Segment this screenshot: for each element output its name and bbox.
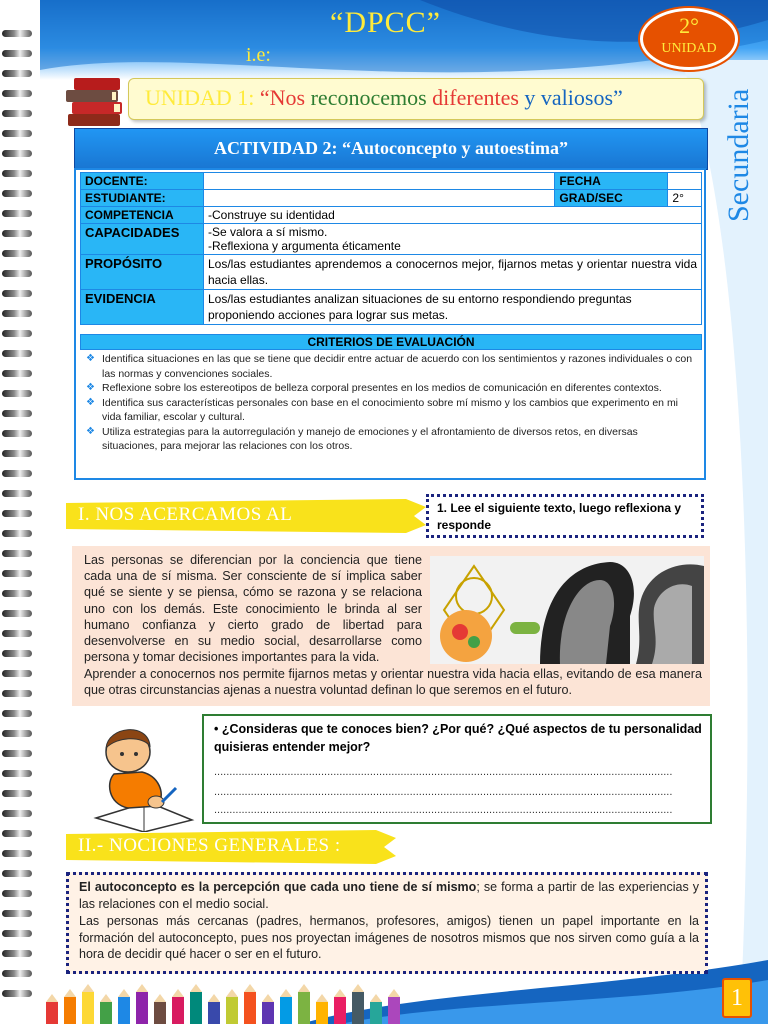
capacidades-value <box>204 224 702 255</box>
spiral-ring <box>2 670 32 677</box>
grade-badge <box>640 8 738 70</box>
spiral-ring <box>2 490 32 497</box>
notebook-spiral <box>0 30 34 1020</box>
pencil <box>64 989 76 1024</box>
spiral-ring <box>2 550 32 557</box>
spiral-ring <box>2 930 32 937</box>
capacidad-2: -Reflexiona y argumenta éticamente <box>208 239 401 253</box>
spiral-ring <box>2 750 32 757</box>
spiral-ring <box>2 270 32 277</box>
spiral-ring <box>2 250 32 257</box>
spiral-ring <box>2 310 32 317</box>
instruction-box <box>426 494 704 538</box>
spiral-ring <box>2 590 32 597</box>
question-text: • ¿Consideras que te conoces bien? ¿Por qué? ¿Qué aspectos de tu personalidad quisieras entender mejor? <box>214 722 702 754</box>
pencil <box>334 989 346 1024</box>
spiral-ring <box>2 210 32 217</box>
spiral-ring <box>2 610 32 617</box>
unit-title <box>145 85 623 111</box>
section-1-title: I. NOS ACERCAMOS AL <box>78 504 293 525</box>
docente-label: DOCENTE: <box>81 173 204 190</box>
concept-paragraph: Las personas más cercanas (padres, hermanos, profesores, amigos) tienen un papel importante en la formación del autoconcepto, pues nos proyectan imágenes de nosotros mismos que nos sirven como guía a la hora de decidir qué hacer o ser en el futuro. <box>79 914 699 961</box>
concept-box <box>66 872 708 974</box>
capacidades-label: CAPACIDADES <box>81 224 204 255</box>
spiral-ring <box>2 970 32 977</box>
diamond-bullet-icon: ❖ <box>86 396 95 408</box>
spiral-ring <box>2 730 32 737</box>
spiral-ring <box>2 130 32 137</box>
evidencia-label: EVIDENCIA <box>81 290 204 325</box>
grade-unit-label: UNIDAD <box>661 41 717 56</box>
concept-lead-rest: ; se forma a partir de las experiencias y las relaciones con el medio social. <box>79 880 699 911</box>
grad-field[interactable]: 2° <box>668 190 702 207</box>
spiral-ring <box>2 150 32 157</box>
unit-word: reconocemos <box>310 85 433 110</box>
unit-word: valiosos” <box>540 85 623 110</box>
level-label <box>706 70 766 230</box>
diamond-bullet-icon: ❖ <box>86 382 95 393</box>
unit-banner <box>128 78 704 120</box>
spiral-ring <box>2 370 32 377</box>
grad-label: GRAD/SEC <box>555 190 668 207</box>
spiral-ring <box>2 790 32 797</box>
fecha-field[interactable] <box>668 173 702 190</box>
spiral-ring <box>2 890 32 897</box>
capacidad-1: -Se valora a sí mismo. <box>208 225 328 239</box>
spiral-ring <box>2 330 32 337</box>
question-box <box>202 714 712 824</box>
boy-studying-illustration <box>88 722 198 832</box>
spiral-ring <box>2 910 32 917</box>
criteria-item <box>86 396 696 425</box>
proposito-label: PROPÓSITO <box>81 255 204 290</box>
spiral-ring <box>2 990 32 997</box>
reading-paragraph-1: Las personas se diferencian por la conciencia que tiene cada una de sí misma. Ser consciente de sí implica saber qué se siente y se piensa, cómo se razona y se relaciona uno con los demás. Este conocimiento le brinda al ser humano confianza y cierto grado de libertad para desenvolverse en su medio social, desarrollarse como persona y tomar decisiones importantes para la vida. <box>84 553 422 665</box>
competencia-label: COMPETENCIA <box>81 207 204 224</box>
pencil <box>388 989 400 1024</box>
diamond-bullet-icon: ❖ <box>86 353 95 364</box>
pencil <box>100 994 112 1024</box>
spiral-ring <box>2 850 32 857</box>
spiral-ring <box>2 770 32 777</box>
pencil <box>244 984 256 1024</box>
spiral-ring <box>2 690 32 697</box>
pencil <box>118 989 130 1024</box>
spiral-ring <box>2 70 32 77</box>
spiral-ring <box>2 190 32 197</box>
info-table <box>80 172 702 325</box>
diamond-bullet-icon: ❖ <box>86 425 95 437</box>
pencil <box>316 994 328 1024</box>
evidencia-value: Los/las estudiantes analizan situaciones de su entorno respondiendo preguntas proponiendo acciones para lograr sus metas. <box>204 290 702 325</box>
criteria-item <box>86 425 696 454</box>
competencia-value: -Construye su identidad <box>204 207 702 224</box>
reading-paragraph-2: Aprender a conocernos nos permite fijarnos metas y orientar nuestra vida hacia ellas, evitando de esa manera que otras circunstancias ajenas a nuestra voluntad definan lo que seremos en el futuro. <box>84 667 702 698</box>
spiral-ring <box>2 50 32 57</box>
page-number: 1 <box>722 978 752 1018</box>
criteria-list <box>86 352 696 454</box>
unit-prefix: UNIDAD 1: <box>145 85 260 110</box>
spiral-ring <box>2 630 32 637</box>
criteria-text: Identifica sus características personales con base en el conocimiento sobre mí mismo y los cambios que experimento en mi vida familiar, escolar y cultural. <box>102 396 679 423</box>
estudiante-field[interactable] <box>204 190 555 207</box>
spiral-ring <box>2 110 32 117</box>
pencil <box>262 994 274 1024</box>
answer-line-2[interactable]: ...................................................................................................................................................... <box>214 786 673 798</box>
spiral-ring <box>2 410 32 417</box>
criteria-text: Identifica situaciones en las que se tiene que decidir entre actuar de acuerdo con los sentimientos y razones individuales o con las normas y convenciones sociales. <box>102 353 693 380</box>
instruction-text: 1. Lee el siguiente texto, luego reflexiona y responde <box>437 501 682 532</box>
spiral-ring <box>2 950 32 957</box>
fecha-label: FECHA <box>555 173 668 190</box>
pencil <box>370 994 382 1024</box>
spiral-ring <box>2 470 32 477</box>
spiral-ring <box>2 710 32 717</box>
docente-field[interactable] <box>204 173 555 190</box>
spiral-ring <box>2 830 32 837</box>
section-2-title: II.- NOCIONES GENERALES : <box>78 835 341 856</box>
criteria-text: Reflexione sobre los estereotipos de belleza corporal presentes en los medios de comunicación en diferentes contextos. <box>102 382 662 394</box>
spiral-ring <box>2 650 32 657</box>
pencil <box>82 984 94 1024</box>
spiral-ring <box>2 390 32 397</box>
pencil <box>226 989 238 1024</box>
pencil <box>172 989 184 1024</box>
spiral-ring <box>2 810 32 817</box>
spiral-ring <box>2 350 32 357</box>
pencil <box>136 984 148 1024</box>
spiral-ring <box>2 30 32 37</box>
spiral-ring <box>2 870 32 877</box>
spiral-ring <box>2 170 32 177</box>
criteria-item <box>86 352 696 381</box>
unit-word: diferentes <box>432 85 525 110</box>
criteria-text: Utiliza estrategias para la autorregulación y manejo de emociones y el afrontamiento de diversos retos, en diversas situaciones, para mejorar las relaciones con los otros. <box>102 425 638 452</box>
pencil <box>46 994 58 1024</box>
pencil <box>208 994 220 1024</box>
criteria-item <box>86 381 696 396</box>
spiral-ring <box>2 530 32 537</box>
page-title: “DPCC” <box>330 6 441 39</box>
grade-number: 2° <box>679 13 699 38</box>
pencil <box>154 994 166 1024</box>
spiral-ring <box>2 450 32 457</box>
concept-definition: El autoconcepto es la percepción que cada uno tiene de sí mismo <box>79 880 477 894</box>
pencil <box>190 984 202 1024</box>
unit-word: y <box>524 85 541 110</box>
svg-text:Secundaria: Secundaria <box>722 88 755 222</box>
spiral-ring <box>2 430 32 437</box>
colored-pencils-illustration <box>40 976 420 1024</box>
concept-lead <box>79 879 699 912</box>
faces-illustration <box>430 556 704 664</box>
criteria-heading: CRITERIOS DE EVALUACIÓN <box>80 334 702 350</box>
estudiante-label: ESTUDIANTE: <box>81 190 204 207</box>
pencil <box>280 989 292 1024</box>
pencil <box>298 984 310 1024</box>
spiral-ring <box>2 90 32 97</box>
unit-word: “Nos <box>259 85 311 110</box>
proposito-value: Los/las estudiantes aprendemos a conocernos mejor, fijarnos metas y orientar nuestra vida hacia ellas. <box>204 255 702 290</box>
spiral-ring <box>2 290 32 297</box>
spiral-ring <box>2 510 32 517</box>
spiral-ring <box>2 230 32 237</box>
unit-words <box>260 85 623 110</box>
spiral-ring <box>2 570 32 577</box>
answer-line-1[interactable]: ...................................................................................................................................................... <box>214 766 673 778</box>
activity-banner <box>74 128 708 170</box>
school-label: i.e: <box>246 44 271 66</box>
answer-line-3[interactable]: ...................................................................................................................................................... <box>214 804 673 816</box>
activity-title: ACTIVIDAD 2: “Autoconcepto y autoestima” <box>214 138 568 158</box>
pencil <box>352 984 364 1024</box>
